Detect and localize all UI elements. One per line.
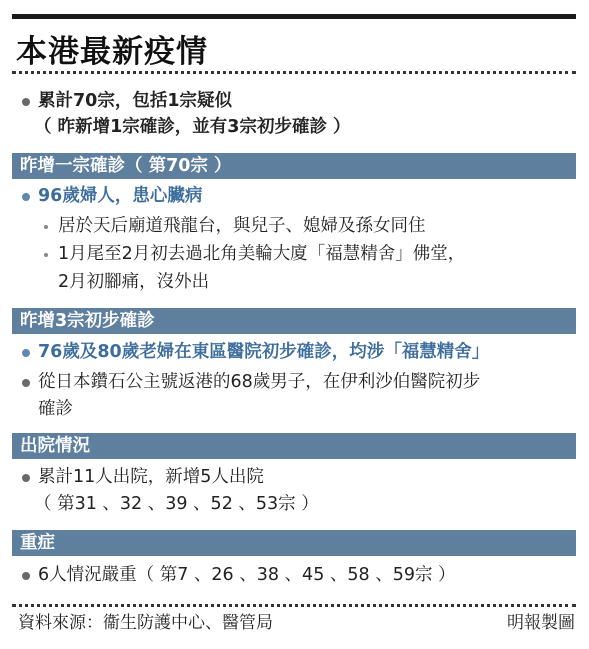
critical-item <box>22 564 456 586</box>
top-rule <box>12 14 576 19</box>
case-description: 96歲婦人，患心臟病 <box>38 186 203 206</box>
section-header-discharge <box>12 433 576 459</box>
section-header-label: 出院情況 <box>20 436 90 456</box>
bullet-icon <box>22 349 30 357</box>
bullet-icon <box>22 193 30 201</box>
preliminary-text: 從日本鑽石公主號返港的68歲男子，在伊利沙伯醫院初步 <box>38 372 481 392</box>
case-detail-text: 居於天后廟道飛龍台，與兒子、媳婦及孫女同住 <box>58 216 426 236</box>
section-header-label: 昨增一宗確診（ 第70宗 ） <box>20 156 232 176</box>
summary-line2: （ 昨新增1宗確診，並有3宗初步確診 ） <box>34 117 351 137</box>
section-header-new-confirmed <box>12 153 576 179</box>
case-detail <box>44 243 465 265</box>
case-detail <box>44 215 426 237</box>
bullet-icon <box>22 379 30 387</box>
title-divider <box>12 71 576 74</box>
preliminary-text: 76歲及80歲老婦在東區醫院初步確診，均涉「福慧精舍」 <box>38 342 490 362</box>
discharge-item <box>22 466 264 488</box>
case-detail-cont: 2月初腳痛，沒外出 <box>58 272 210 292</box>
section-header-critical <box>12 530 576 556</box>
preliminary-item <box>22 341 489 363</box>
section-header-preliminary <box>12 308 576 334</box>
footer-source: 資料來源：衞生防護中心、醫管局 <box>18 613 273 633</box>
case-detail-text: 1月尾至2月初去過北角美輪大廈「福慧精舍」佛堂， <box>58 244 466 264</box>
footer-divider <box>12 604 576 607</box>
bullet-icon <box>22 474 30 482</box>
summary-line1: 累計70宗，包括1宗疑似 <box>38 91 233 111</box>
bullet-icon <box>22 98 30 106</box>
case-item <box>22 185 202 207</box>
preliminary-item <box>22 371 480 393</box>
preliminary-text-cont: 確診 <box>38 399 73 419</box>
footer-credit: 明報製圖 <box>507 613 575 633</box>
discharge-text: 累計11人出院，新增5人出院 <box>38 467 264 487</box>
bullet-icon <box>22 572 30 580</box>
critical-text: 6人情況嚴重（ 第7 、26 、38 、45 、58 、59宗 ） <box>38 565 456 585</box>
sub-bullet-icon <box>44 253 48 257</box>
section-header-label: 重症 <box>20 533 55 553</box>
section-header-label: 昨增3宗初步確診 <box>20 311 155 331</box>
discharge-cases: （ 第31 、32 、39 、52 、53宗 ） <box>34 494 319 514</box>
page-title: 本港最新疫情 <box>16 34 208 70</box>
sub-bullet-icon <box>44 225 48 229</box>
summary-item <box>22 90 232 112</box>
